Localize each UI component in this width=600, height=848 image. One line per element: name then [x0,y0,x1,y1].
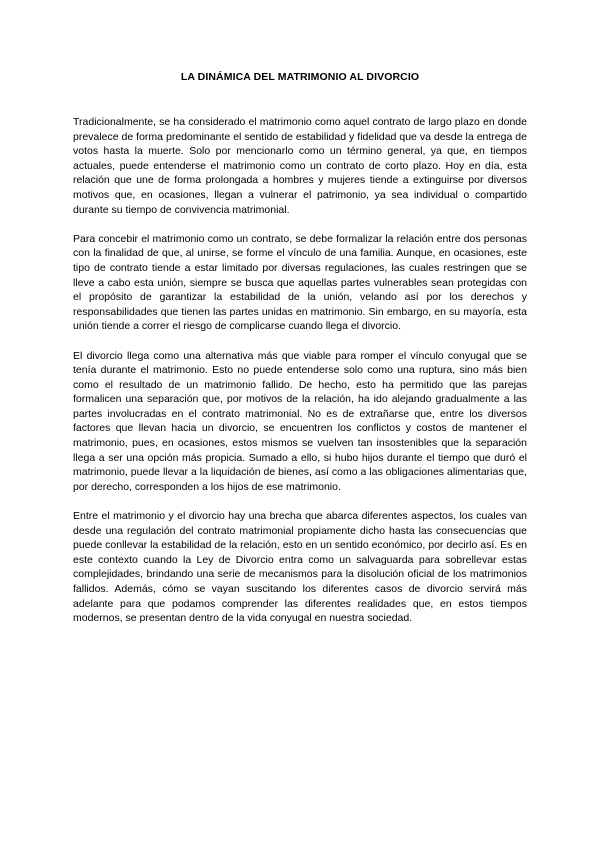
paragraph-4: Entre el matrimonio y el divorcio hay una brecha que abarca diferentes aspectos, los cuales van desde una regulación del contrato matrimonial propiamente dicho hasta las consecuencias que puede conllevar la estabilidad de la relación, esto en un sentido económico, por decirlo así. Es en este contexto cuando la Ley de Divorcio entra como un salvaguarda para sobrellevar estas complejidades, brindando una serie de mecanismos para la disolución oficial de los matrimonios fallidos. Además, cómo se vayan suscitando los diferentes casos de divorcio servirá más adelante para que podamos comprender las diferentes realidades que, en estos tiempos modernos, se presentan dentro de la vida conyugal en nuestra sociedad. [73,510,527,625]
document-title: LA DINÁMICA DEL MATRIMONIO AL DIVORCIO [180,71,420,83]
paragraph-3: El divorcio llega como una alternativa más que viable para romper el vínculo conyugal que se tenía durante el matrimonio. Esto no puede entenderse solo como una ruptura, sino más bien como el resultado de un matrimonio fallido. De hecho, esto ha permitido que las parejas formalicen una separación que, por motivos de la relación, ha ido alejando gradualmente a las partes involucradas en el contrato matrimonial. No es de extrañarse que, entre los diversos factores que llevan hacia un divorcio, se encuentren los conflictos y costos de mantener el matrimonio, pues, en ocasiones, estos mismos se vuelven tan insostenibles que la separación llega a ser una opción más propicia. Sumado a ello, si hubo hijos durante el tiempo que duró el matrimonio, puede llevar a la liquidación de bienes, así como a las obligaciones alimentarias que, por derecho, corresponden a los hijos de ese matrimonio. [73,349,527,493]
paragraph-1: Tradicionalmente, se ha considerado el matrimonio como aquel contrato de largo plazo en donde prevalece de forma predominante el sentido de estabilidad y fidelidad que va desde la entrega de votos hasta la muerte. Solo por mencionarlo como un término general, ya que, en tiempos actuales, puede entenderse el matrimonio como un contrato de corto plazo. Hoy en día, esta relación que une de forma prolongada a hombres y mujeres tiende a extinguirse por diversos motivos que, en ocasiones, llegan a vulnerar el patrimonio, ya sea individual o compartido durante su tiempo de convivencia matrimonial. [73,116,527,216]
paragraph-2: Para concebir el matrimonio como un contrato, se debe formalizar la relación entre dos personas con la finalidad de que, al unirse, se forme el vínculo de una familia. Aunque, en ocasiones, este tipo de contrato tiende a estar limitado por diversas regulaciones, las cuales restringen que se lleve a cabo esta unión, siempre se busca que aquellas partes vulnerables sean protegidas con el propósito de garantizar la estabilidad de la unión, velando así por los derechos y responsabilidades que tienen las partes unidas en matrimonio. Sin embargo, en su mayoría, esta unión tiende a correr el riesgo de complicarse cuando llega el divorcio. [73,232,527,333]
document-body [73,115,527,640]
